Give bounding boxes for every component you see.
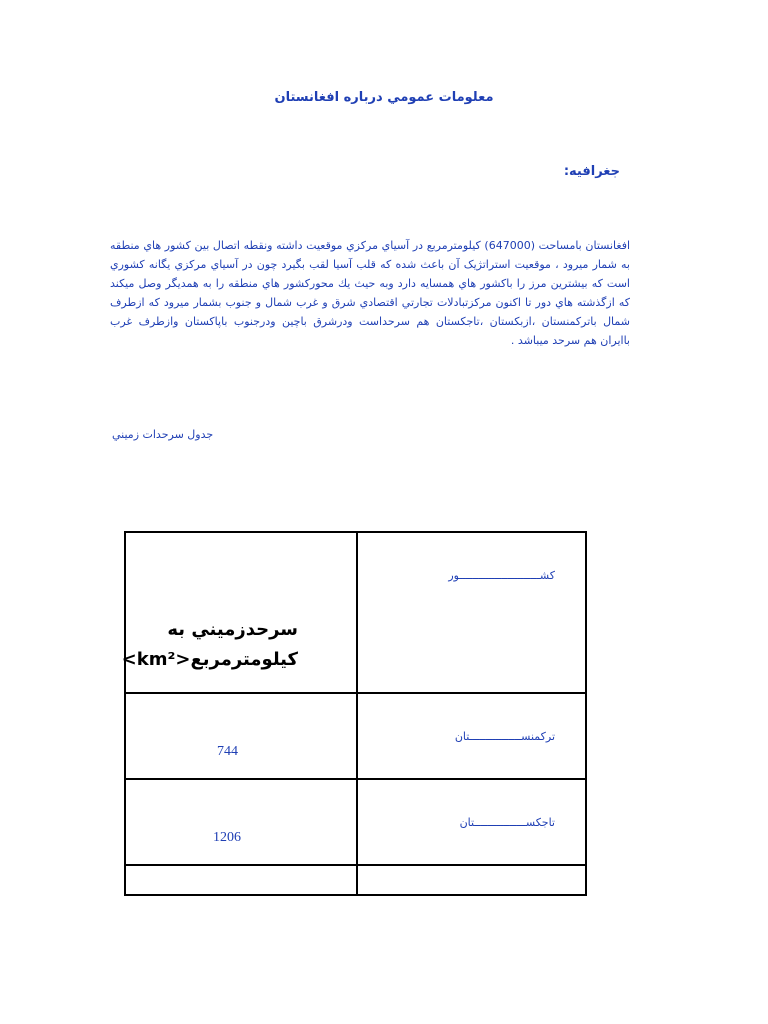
length-cell [125,693,357,779]
header-border-cell [121,532,357,693]
border-length: 1206 [213,830,241,845]
land-borders-table [121,531,587,896]
header-border-label: سرحدزميني به كيلومترمربع<km²> [121,619,298,670]
table-row-empty [125,865,586,895]
border-length: 744 [217,744,238,759]
table-header-row [125,532,586,693]
empty-cell [357,865,586,895]
country-name: تاجكســــــــــــــــتان [459,816,555,829]
country-cell [357,693,586,779]
empty-cell [125,865,357,895]
country-cell [357,779,586,865]
header-country-cell [357,532,586,693]
header-country-label: كشـــــــــــــــــــــــــور [448,569,555,582]
geography-paragraph: افغانستان بامساحت (647000) كيلومترمربع در آسياي مركزي موقعيت داشته ونقطه اتصال بين كشور هاي منطقه به شمار ميرود ، موقعيت استراتژيک آن باعث شده که قلب آسيا لقب بگيرد چون در آسياي مركزي يگانه كشوري است كه بيشترين مرز را باكشور هاي همسايه دارد وبه حيث يك محوركشور هاي منطقه را به همديگر وصل ميكند كه ازگذشته هاي دور تا اكنون مركزتبادلات تجارتي اقتصادي شرق و غرب شمال و جنوب بشمار ميرود كه ازطرف شمال باترکمنستان ،ازبكستان ،تاجكستان هم سرحداست ودرشرق باچين ودرجنوب باپاكستان وازطرف غرب باايران هم سرحد ميباشد . [110,239,631,347]
table-row [125,779,586,865]
section-heading: جغرافيه: [563,164,620,179]
table-caption: جدول سرحدات زميني [112,428,214,441]
table-row [125,693,586,779]
length-cell [125,779,357,865]
country-name: تركمنســــــــــــــــتان [454,730,555,743]
document-title: معلومات عمومي درباره افغانستان [274,90,494,105]
